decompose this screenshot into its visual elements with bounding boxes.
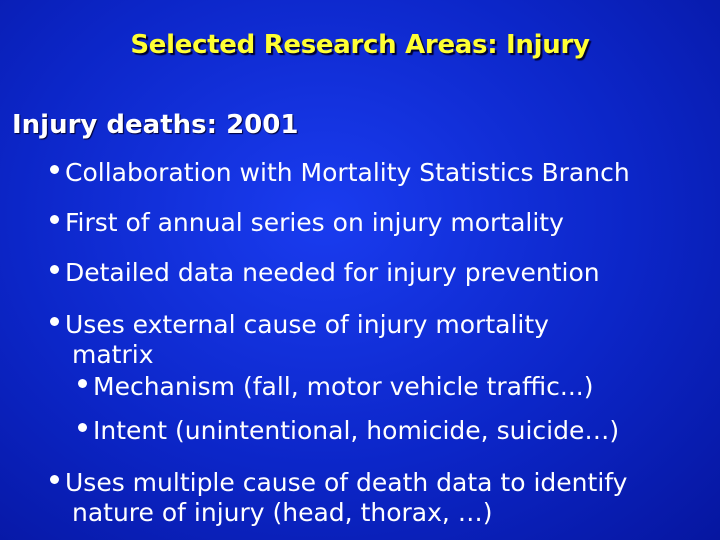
bullet-text: Detailed data needed for injury prevention	[65, 258, 600, 287]
bullet-annual-series	[50, 208, 564, 238]
slide-title: Selected Research Areas: Injury	[130, 30, 590, 60]
bullet-text: Uses multiple cause of death data to identify	[65, 468, 628, 497]
bullet-dot-icon	[50, 265, 59, 274]
bullet-dot-icon	[50, 215, 59, 224]
bullet-dot-icon	[78, 379, 87, 388]
slide-subtitle: Injury deaths: 2001	[12, 110, 299, 140]
subbullet-mechanism	[78, 372, 594, 402]
bullet-text: Uses external cause of injury mortality	[65, 310, 549, 339]
subbullet-intent	[78, 416, 619, 446]
bullet-continuation: matrix	[72, 340, 154, 369]
subbullet-text: Intent (unintentional, homicide, suicide…)	[93, 416, 620, 445]
bullet-detailed-data	[50, 258, 600, 288]
bullet-dot-icon	[50, 475, 59, 484]
bullet-dot-icon	[50, 165, 59, 174]
bullet-external-cause	[50, 310, 549, 370]
bullet-text: Collaboration with Mortality Statistics Branch	[65, 158, 630, 187]
bullet-multiple-cause	[50, 468, 627, 528]
bullet-collaboration	[50, 158, 630, 188]
bullet-dot-icon	[50, 317, 59, 326]
bullet-text: First of annual series on injury mortality	[65, 208, 564, 237]
bullet-dot-icon	[78, 423, 87, 432]
subbullet-text: Mechanism (fall, motor vehicle traffic...)	[93, 372, 594, 401]
bullet-continuation: nature of injury (head, thorax, …)	[72, 498, 493, 527]
